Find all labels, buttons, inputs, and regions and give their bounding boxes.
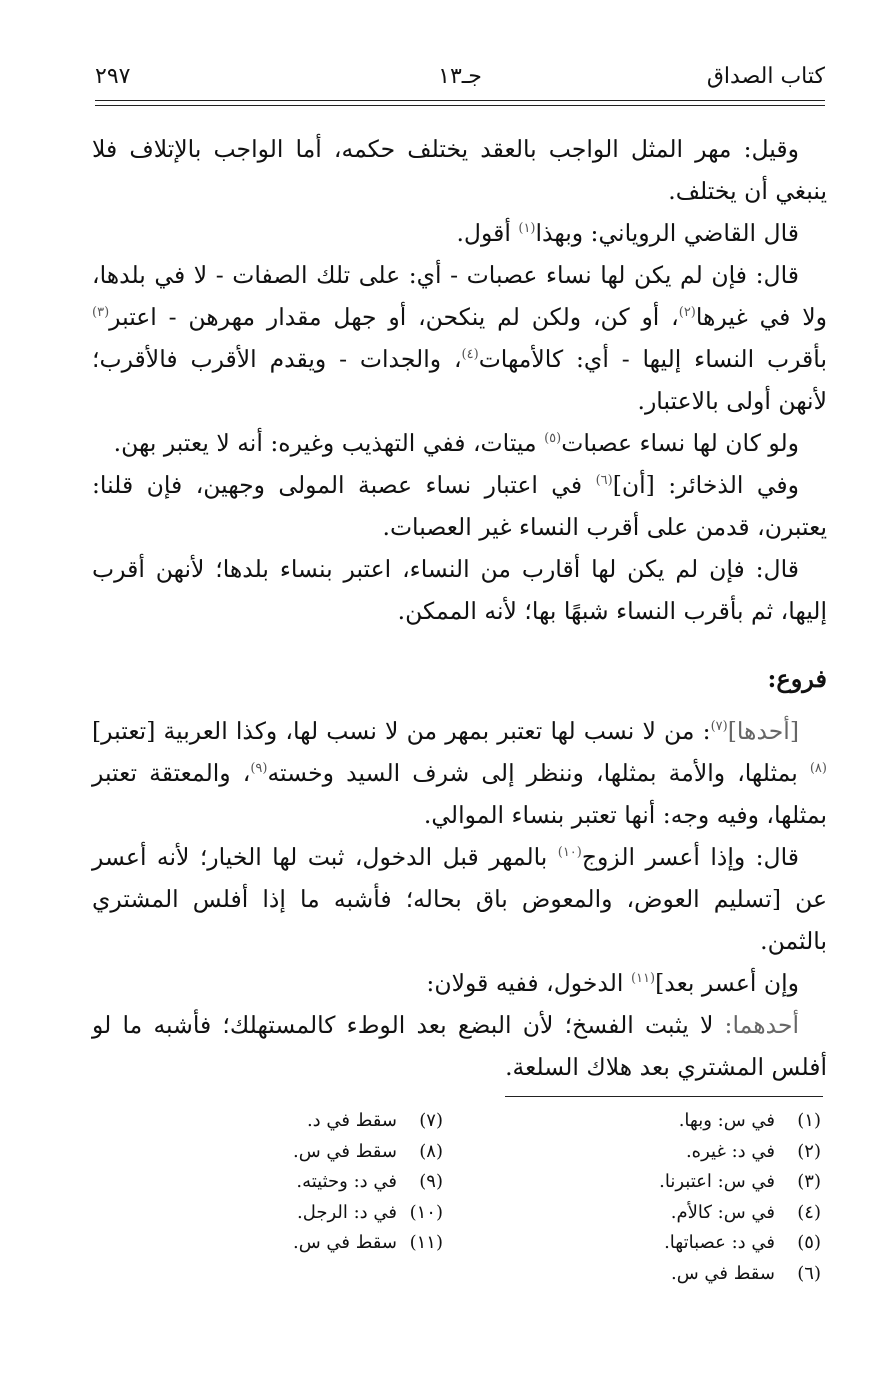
footnote-number: (٥) <box>797 1232 821 1253</box>
footnote-text: في د: عصباتها. <box>664 1232 775 1253</box>
section-heading: فروع: <box>767 664 827 693</box>
paragraph-text: بالمهر قبل الدخول، ثبت لها الخيار؛ لأنه أعسر عن [تسليم العوض، والمعوض باق بحاله؛ فأشبه ما إذا أفلس المشتري بالثمن. <box>92 843 827 955</box>
footnote-number: (١١) <box>409 1232 443 1253</box>
paragraph-8 <box>92 836 827 962</box>
paragraph-text: : من لا نسب لها تعتبر بمهر من لا نسب لها، وكذا العربية [تعتبر] <box>92 717 711 745</box>
paragraph-10 <box>92 1004 827 1088</box>
paragraph-5 <box>92 464 827 548</box>
paragraph-text: ، والجدات - ويقدم الأقرب فالأقرب؛ لأنهن أولى بالاعتبار. <box>92 345 827 415</box>
paragraph-text: قال: فإن لم يكن لها نساء عصبات - أي: على تلك الصفات - لا في بلدها، ولا في غيرها <box>92 261 827 331</box>
footnote-text: في د: الرجل. <box>296 1201 397 1223</box>
footnote-number: (٨) <box>419 1140 443 1162</box>
paragraph-text: ميتات، ففي التهذيب وغيره: أنه لا يعتبر بهن. <box>113 429 545 457</box>
paragraph-2 <box>92 212 827 254</box>
footnote-text: سقط في س. <box>670 1262 775 1284</box>
paragraph-text: قال القاضي الروياني: وبهذا <box>535 219 799 247</box>
paragraph-text: في اعتبار نساء عصبة المولى وجهين، فإن قلنا: يعتبرن، قدمن على أقرب النساء غير العصبات. <box>92 471 827 541</box>
paragraph-text: ، والمعتقة تعتبر بمثلها، وفيه وجه: أنها تعتبر بنساء الموالي. <box>92 759 827 829</box>
paragraph-text: قال: وإذا أعسر الزوج <box>581 843 799 871</box>
paragraph-text: وفي الذخائر: [أن] <box>612 471 799 499</box>
paragraph-text: الدخول، ففيه قولان: <box>426 969 631 997</box>
paragraph-text: ، أو كن، ولكن لم ينكحن، أو جهل مقدار مهرهن - اعتبر <box>109 303 679 331</box>
footnote-ref: (٣) <box>92 305 110 321</box>
footnote-text: في س: اعتبرنا. <box>659 1171 775 1192</box>
paragraph-6: قال: فإن لم يكن لها أقارب من النساء، اعتبر بنساء بلدها؛ لأنهن أقرب إليها، ثم بأقرب النساء شبهًا بها؛ لأنه الممكن. <box>92 555 827 625</box>
footnote-text: سقط في س. <box>292 1232 397 1253</box>
footnote-text: سقط في س. <box>292 1140 397 1162</box>
footnote-item <box>521 1137 821 1168</box>
footnote-item <box>243 1228 443 1259</box>
footnote-text: في د: وحثيته. <box>296 1171 397 1192</box>
running-header <box>95 60 825 100</box>
paragraph-text: [أحدها] <box>727 717 799 745</box>
footnote-separator <box>505 1096 823 1097</box>
footnote-item <box>243 1137 443 1168</box>
footnote-ref: (٧) <box>710 719 728 735</box>
footnote-ref: (١١) <box>630 971 656 987</box>
footnote-item <box>521 1228 821 1259</box>
paragraph-text: أقول. <box>456 219 519 247</box>
footnote-ref: (٥) <box>544 431 562 447</box>
footnote-text: في س: كالأم. <box>670 1201 775 1223</box>
paragraph-text: لا يثبت الفسخ؛ لأن البضع بعد الوطء كالمستهلك؛ فأشبه ما لو أفلس المشتري بعد هلاك السلعة. <box>92 1011 827 1081</box>
footnote-number: (٧) <box>419 1110 443 1131</box>
volume-label: جـ١٣ <box>438 64 482 89</box>
main-text <box>92 128 827 1088</box>
paragraph-text: أحدهما: <box>724 1011 799 1039</box>
paragraph-3 <box>92 254 827 422</box>
footnotes-column-left <box>243 1106 443 1259</box>
paragraph-text: بأقرب النساء إليها - أي: كالأمهات <box>478 345 827 373</box>
paragraph-text: بمثلها، والأمة بمثلها، وننظر إلى شرف السيد وخسته <box>267 759 810 787</box>
footnote-item <box>243 1167 443 1198</box>
footnote-number: (١) <box>797 1110 821 1131</box>
footnotes-column-right <box>521 1106 821 1289</box>
footnote-item <box>243 1106 443 1137</box>
footnote-text: في د: غيره. <box>685 1140 775 1162</box>
paragraph-1: وقيل: مهر المثل الواجب بالعقد يختلف حكمه، أما الواجب بالإتلاف فلا ينبغي أن يختلف. <box>92 135 827 205</box>
footnote-ref: (٦) <box>595 473 613 489</box>
header-rule-top <box>95 100 825 101</box>
footnote-number: (٩) <box>419 1171 443 1192</box>
book-title: كتاب الصداق <box>706 64 825 89</box>
footnote-number: (٢) <box>797 1140 821 1162</box>
page-number: ٢٩٧ <box>95 64 131 89</box>
footnote-ref: (٨) <box>809 761 827 777</box>
footnote-item <box>521 1106 821 1137</box>
footnote-item <box>243 1198 443 1229</box>
paragraph-9 <box>92 962 827 1004</box>
paragraph-text: ولو كان لها نساء عصبات <box>561 429 799 457</box>
paragraph-7 <box>92 710 827 836</box>
footnote-text: سقط في د. <box>306 1110 397 1131</box>
footnote-ref: (١٠) <box>557 845 582 861</box>
paragraph-text: وإن أعسر بعد] <box>655 969 799 997</box>
footnote-ref: (٤) <box>461 347 479 363</box>
footnote-number: (١٠) <box>409 1201 443 1223</box>
footnote-ref: (١) <box>518 221 536 237</box>
footnote-number: (٦) <box>797 1262 821 1284</box>
footnote-item <box>521 1198 821 1229</box>
header-rule-bottom <box>95 105 825 106</box>
footnote-number: (٤) <box>797 1201 821 1223</box>
footnote-item <box>521 1259 821 1290</box>
footnote-ref: (٢) <box>678 305 696 321</box>
footnote-item <box>521 1167 821 1198</box>
footnote-number: (٣) <box>797 1171 821 1192</box>
paragraph-4 <box>92 422 827 464</box>
footnote-text: في س: وبها. <box>678 1110 775 1131</box>
footnote-ref: (٩) <box>250 761 268 777</box>
